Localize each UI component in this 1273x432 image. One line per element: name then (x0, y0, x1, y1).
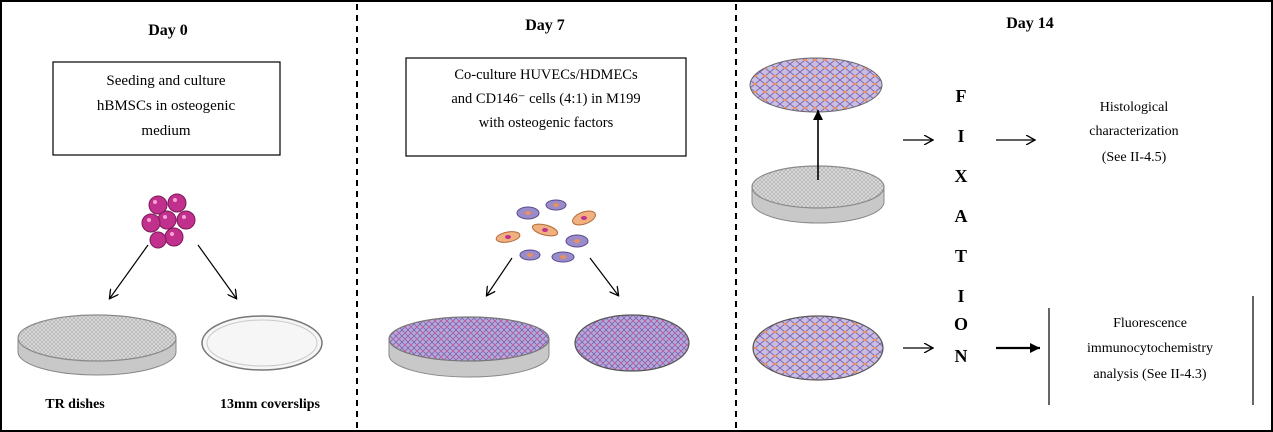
coverslip (202, 316, 322, 370)
tr-dish (18, 315, 176, 375)
fixation-letter: O (953, 314, 969, 334)
label-tr-dishes: TR dishes (45, 397, 105, 412)
day14-coverslip (753, 316, 883, 380)
day0-box-line2: hBMSCs in osteogenic (96, 98, 236, 114)
immuno-line1: Fluorescence (1113, 316, 1187, 331)
fixation-letter: I (957, 286, 965, 306)
fixation-letter: A (954, 206, 968, 226)
day7-box-line1: Co-culture HUVECs/HDMECs (454, 67, 638, 83)
day7-box-line2: and CD146⁻ cells (4:1) in M199 (451, 91, 641, 107)
histology-line3: (See II-4.5) (1101, 150, 1167, 165)
day0-box-line1: Seeding and culture (106, 73, 226, 89)
fixation-letter: F (955, 86, 967, 106)
lifted-cell-sheet (750, 58, 882, 112)
fixation-letter: N (954, 346, 968, 366)
day0-box-line3: medium (141, 123, 191, 139)
day14-title: Day 14 (1006, 15, 1054, 32)
fixation-letter: X (954, 166, 968, 186)
coculture-dish (389, 317, 549, 377)
immuno-line3: analysis (See II-4.3) (1093, 367, 1207, 382)
fixation-letter: T (954, 246, 968, 266)
fixation-letter: I (957, 126, 965, 146)
histology-line2: characterization (1089, 124, 1179, 139)
day7-box-line3: with osteogenic factors (478, 115, 614, 131)
histology-line1: Histological (1099, 100, 1169, 115)
label-13mm-coverslips: 13mm coverslips (220, 397, 320, 412)
immuno-line2: immunocytochemistry (1087, 341, 1213, 356)
day7-title: Day 7 (525, 17, 565, 34)
day0-title: Day 0 (148, 22, 188, 39)
coculture-coverslip (575, 315, 689, 371)
